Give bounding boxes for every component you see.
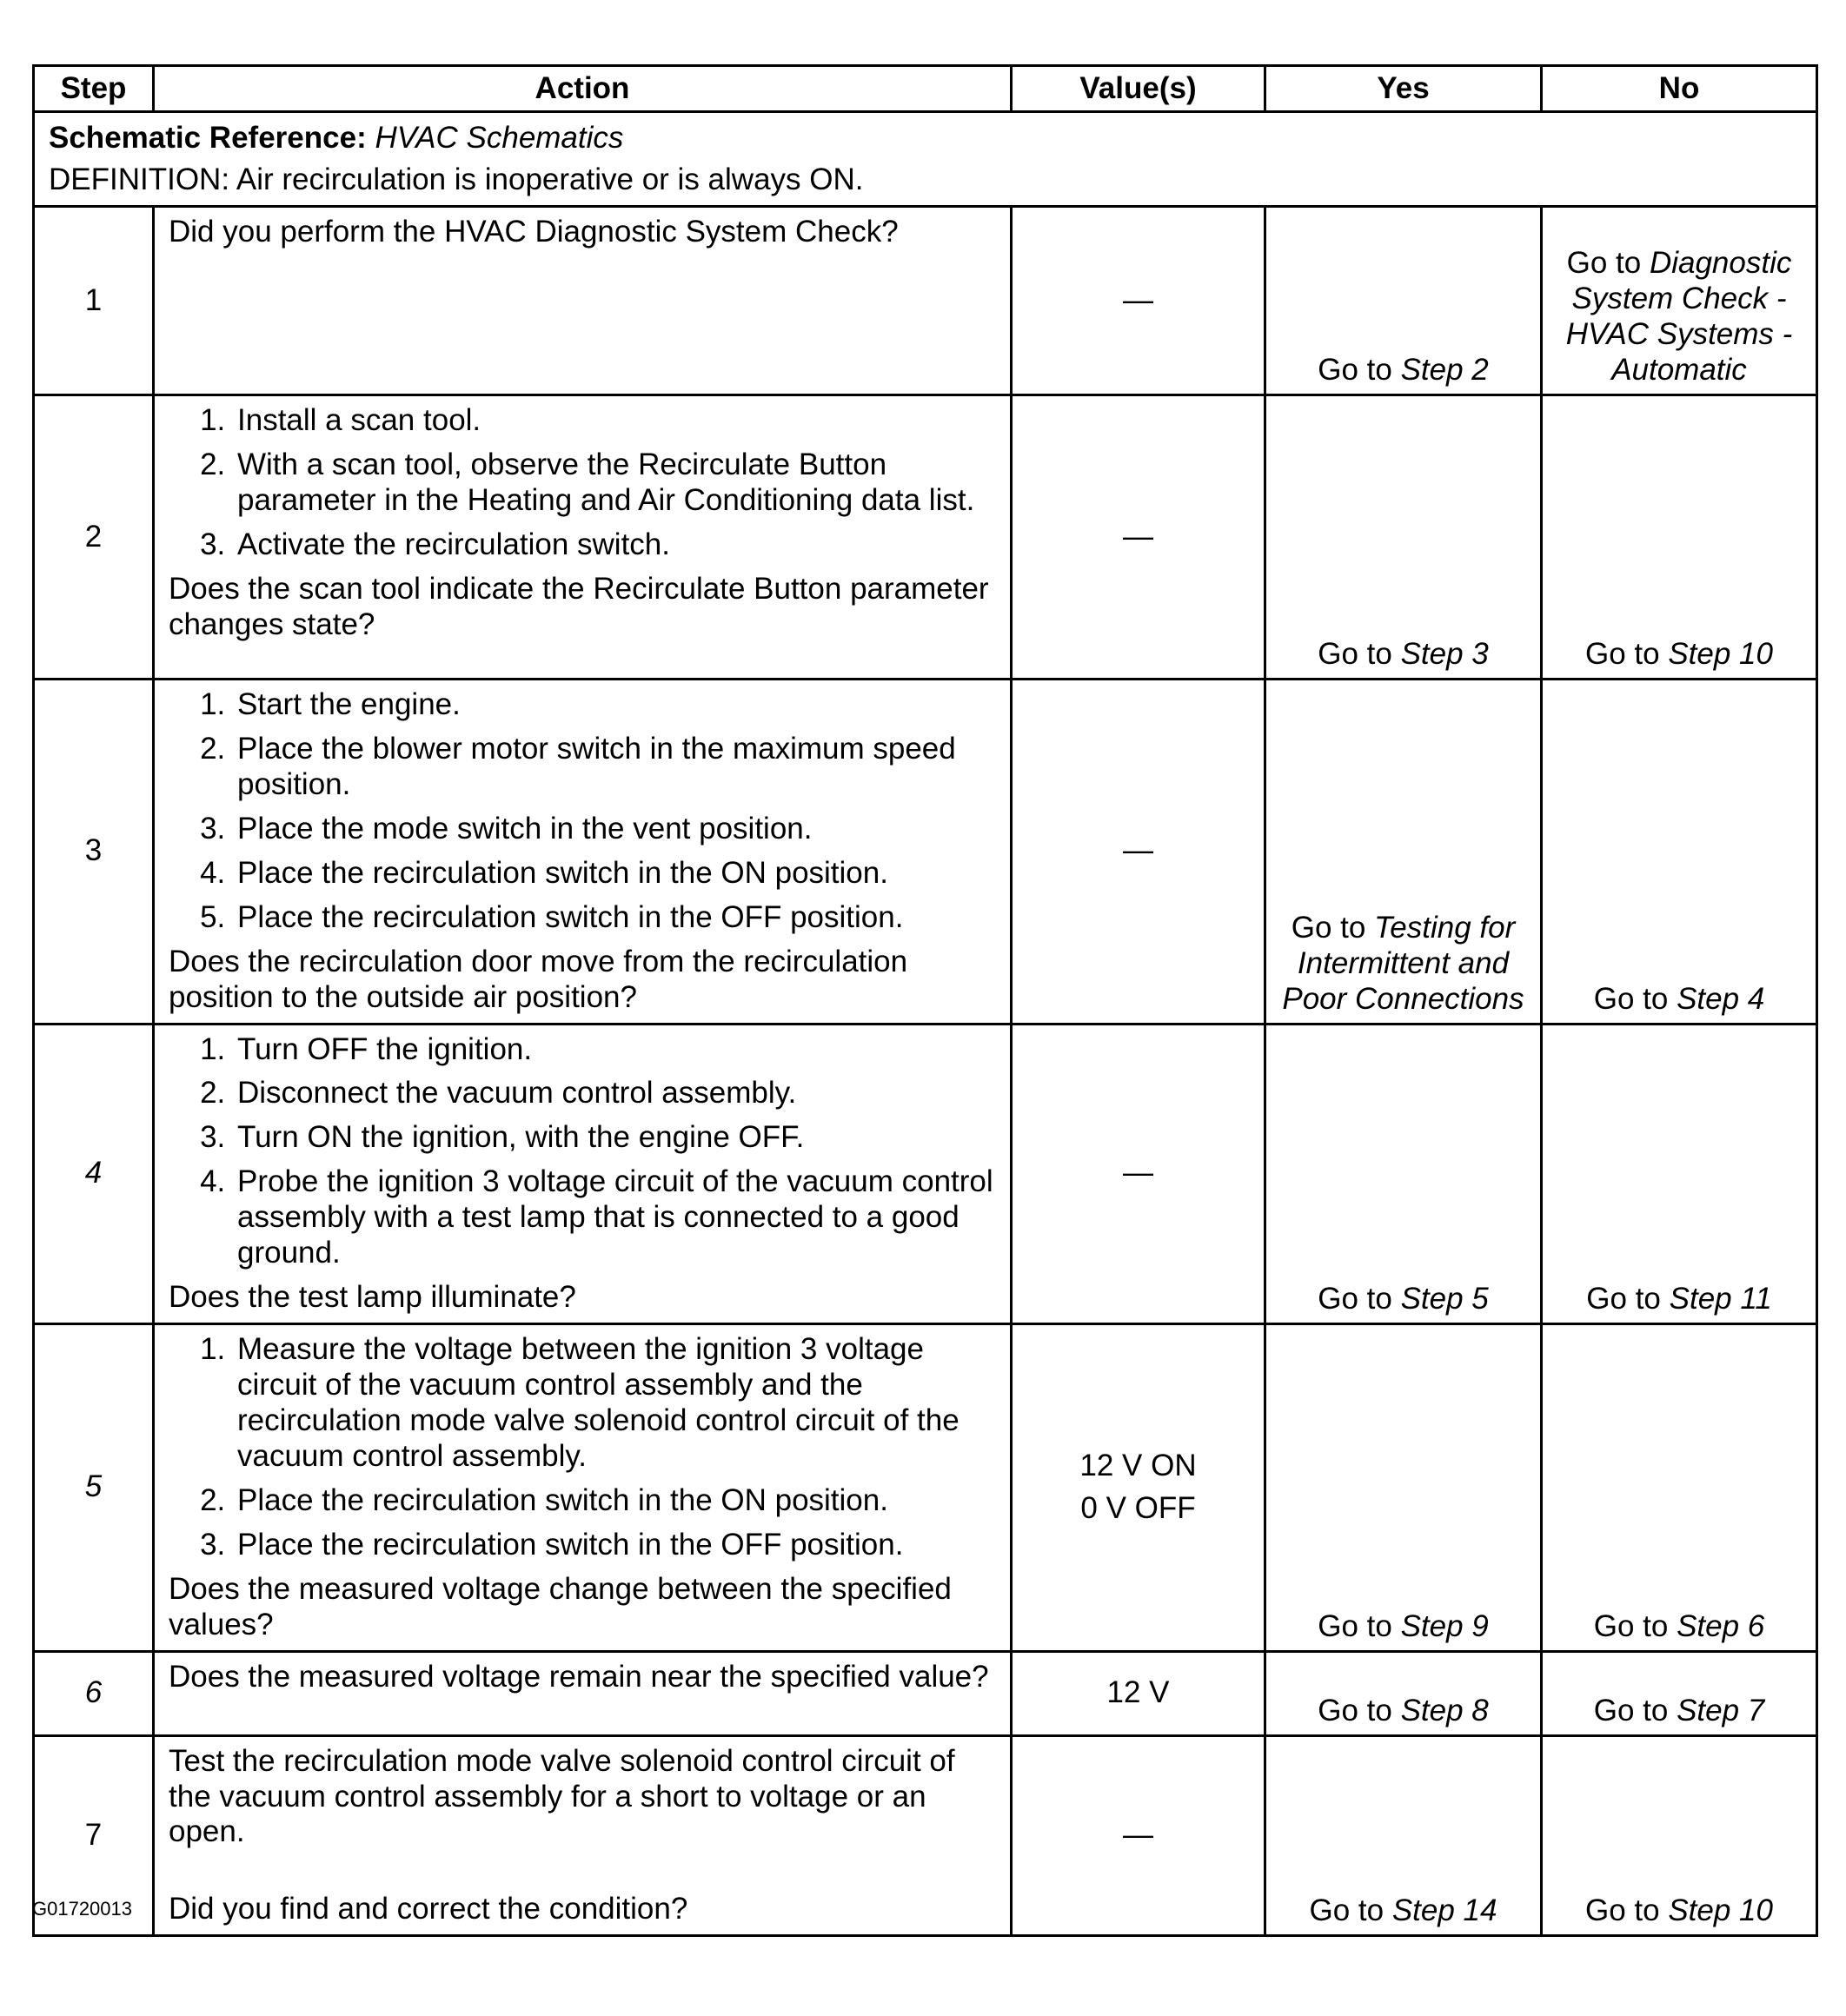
no-link[interactable]: Step 4 [1677, 981, 1765, 1016]
step-row-2 [34, 395, 1817, 680]
no-cell [1542, 207, 1817, 395]
instruction-item: 3. Activate the recirculation switch. [234, 527, 996, 563]
no-cell [1542, 1651, 1817, 1735]
value-cell [1012, 1324, 1265, 1652]
no-link[interactable]: Step 6 [1677, 1608, 1765, 1643]
step-number: 1 [34, 207, 154, 395]
yes-cell [1265, 207, 1542, 395]
yes-cell [1265, 1324, 1542, 1652]
yes-link[interactable]: Step 8 [1400, 1693, 1489, 1728]
instruction-item: 2. Disconnect the vacuum control assembly. [234, 1076, 996, 1111]
no-link[interactable]: Step 10 [1668, 637, 1773, 672]
instruction-item: 2. Place the recirculation switch in the ON position. [234, 1483, 996, 1519]
step-row-1 [34, 207, 1817, 395]
yes-prefix: Go to [1318, 1608, 1401, 1643]
yes-prefix: Go to [1318, 1282, 1401, 1316]
step-instruction: Test the recirculation mode valve solenoid control circuit of the vacuum control assembly for a short to voltage or an open. [169, 1743, 955, 1849]
definition-text: DEFINITION: Air recirculation is inoperative or is always ON. [34, 158, 1817, 207]
no-prefix: Go to [1593, 981, 1677, 1016]
spacer [169, 1850, 996, 1892]
yes-cell [1265, 1024, 1542, 1324]
no-prefix: Go to [1593, 1693, 1677, 1728]
value-cell: — [1012, 1024, 1265, 1324]
schematic-reference-row [34, 112, 1817, 159]
step-question: Does the measured voltage remain near the specified value? [169, 1659, 989, 1694]
step-number: 7 [34, 1735, 154, 1936]
instruction-item: 4. Probe the ignition 3 voltage circuit of the vacuum control assembly with a test lamp that is connected to a good ground. [234, 1164, 996, 1271]
no-link[interactable]: Step 11 [1669, 1282, 1772, 1316]
diagnostic-table-sheet [32, 64, 1816, 1937]
yes-prefix: Go to [1318, 637, 1401, 672]
yes-cell [1265, 1735, 1542, 1936]
no-cell [1542, 395, 1817, 680]
value-line: 0 V OFF [1080, 1490, 1196, 1525]
no-prefix: Go to [1566, 246, 1650, 281]
value-cell: — [1012, 1735, 1265, 1936]
instruction-item: 3. Place the recirculation switch in the OFF position. [234, 1528, 996, 1563]
yes-link[interactable]: Testing for Intermittent and Poor Connections [1282, 910, 1524, 1016]
value-cell: — [1012, 207, 1265, 395]
instruction-item: 1. Install a scan tool. [234, 403, 996, 439]
no-prefix: Go to [1585, 637, 1669, 672]
no-link[interactable]: Diagnostic System Check - HVAC Systems - Automatic [1565, 246, 1793, 388]
action-cell [154, 1651, 1012, 1735]
action-cell [154, 1735, 1012, 1936]
value-cell: — [1012, 395, 1265, 680]
action-cell [154, 207, 1012, 395]
instruction-item: 4. Place the recirculation switch in the ON position. [234, 856, 996, 892]
value-cell: — [1012, 680, 1265, 1025]
step-number: 4 [34, 1024, 154, 1324]
yes-prefix: Go to [1309, 1893, 1392, 1928]
yes-cell [1265, 1651, 1542, 1735]
schematic-reference-label: Schematic Reference: [49, 120, 367, 155]
step-row-3 [34, 680, 1817, 1025]
yes-prefix: Go to [1318, 1693, 1401, 1728]
header-yes: Yes [1265, 66, 1542, 112]
instruction-list [169, 1032, 996, 1272]
value-cell: 12 V [1012, 1651, 1265, 1735]
step-number: 2 [34, 395, 154, 680]
step-question: Did you find and correct the condition? [169, 1892, 688, 1926]
yes-link[interactable]: Step 14 [1391, 1893, 1497, 1928]
no-cell [1542, 680, 1817, 1025]
action-cell [154, 680, 1012, 1025]
header-action: Action [154, 66, 1012, 112]
instruction-list [169, 687, 996, 936]
no-prefix: Go to [1586, 1282, 1670, 1316]
header-no: No [1542, 66, 1817, 112]
step-question: Does the measured voltage change between the specified values? [169, 1571, 952, 1641]
header-step: Step [34, 66, 154, 112]
instruction-list [169, 1332, 996, 1563]
no-link[interactable]: Step 7 [1677, 1693, 1765, 1728]
step-number: 5 [34, 1324, 154, 1652]
instruction-item: 3. Place the mode switch in the vent position. [234, 812, 996, 847]
instruction-item: 1. Start the engine. [234, 687, 996, 723]
instruction-item: 3. Turn ON the ignition, with the engine OFF. [234, 1120, 996, 1156]
step-row-6 [34, 1651, 1817, 1735]
no-link[interactable]: Step 10 [1668, 1893, 1773, 1928]
no-prefix: Go to [1593, 1608, 1677, 1643]
schematic-reference-link[interactable]: HVAC Schematics [375, 120, 624, 155]
step-row-5 [34, 1324, 1817, 1652]
yes-link[interactable]: Step 3 [1400, 637, 1489, 672]
instruction-list [169, 403, 996, 563]
step-row-7 [34, 1735, 1817, 1936]
yes-link[interactable]: Step 9 [1400, 1608, 1489, 1643]
no-cell [1542, 1735, 1817, 1936]
no-cell [1542, 1324, 1817, 1652]
action-cell [154, 1324, 1012, 1652]
instruction-item: 5. Place the recirculation switch in the OFF position. [234, 900, 996, 936]
yes-link[interactable]: Step 2 [1400, 353, 1489, 388]
yes-prefix: Go to [1291, 910, 1375, 945]
step-number: 3 [34, 680, 154, 1025]
instruction-item: 1. Measure the voltage between the ignition 3 voltage circuit of the vacuum control assembly and the recirculation mode valve solenoid control circuit of the vacuum control assembly. [234, 1332, 996, 1475]
yes-cell [1265, 395, 1542, 680]
yes-prefix: Go to [1318, 353, 1401, 388]
header-values: Value(s) [1012, 66, 1265, 112]
yes-link[interactable]: Step 5 [1400, 1282, 1489, 1316]
step-question: Does the recirculation door move from the recirculation position to the outside air position? [169, 944, 908, 1014]
diagnostic-table [32, 64, 1818, 1937]
header-row [34, 66, 1817, 112]
instruction-item: 2. With a scan tool, observe the Recirculate Button parameter in the Heating and Air Conditioning data list. [234, 448, 996, 519]
action-cell [154, 395, 1012, 680]
yes-cell [1265, 680, 1542, 1025]
step-question: Does the scan tool indicate the Recirculate Button parameter changes state? [169, 571, 989, 641]
action-cell [154, 1024, 1012, 1324]
instruction-item: 1. Turn OFF the ignition. [234, 1032, 996, 1068]
definition-row [34, 158, 1817, 207]
schematic-reference [34, 112, 1817, 159]
value-line: 12 V ON [1079, 1448, 1197, 1482]
instruction-item: 2. Place the blower motor switch in the maximum speed position. [234, 732, 996, 803]
step-question: Did you perform the HVAC Diagnostic System Check? [169, 215, 899, 249]
figure-code: G01720013 [32, 1898, 132, 1920]
no-prefix: Go to [1585, 1893, 1669, 1928]
step-question: Does the test lamp illuminate? [169, 1280, 576, 1315]
step-row-4 [34, 1024, 1817, 1324]
step-number: 6 [34, 1651, 154, 1735]
no-cell [1542, 1024, 1817, 1324]
